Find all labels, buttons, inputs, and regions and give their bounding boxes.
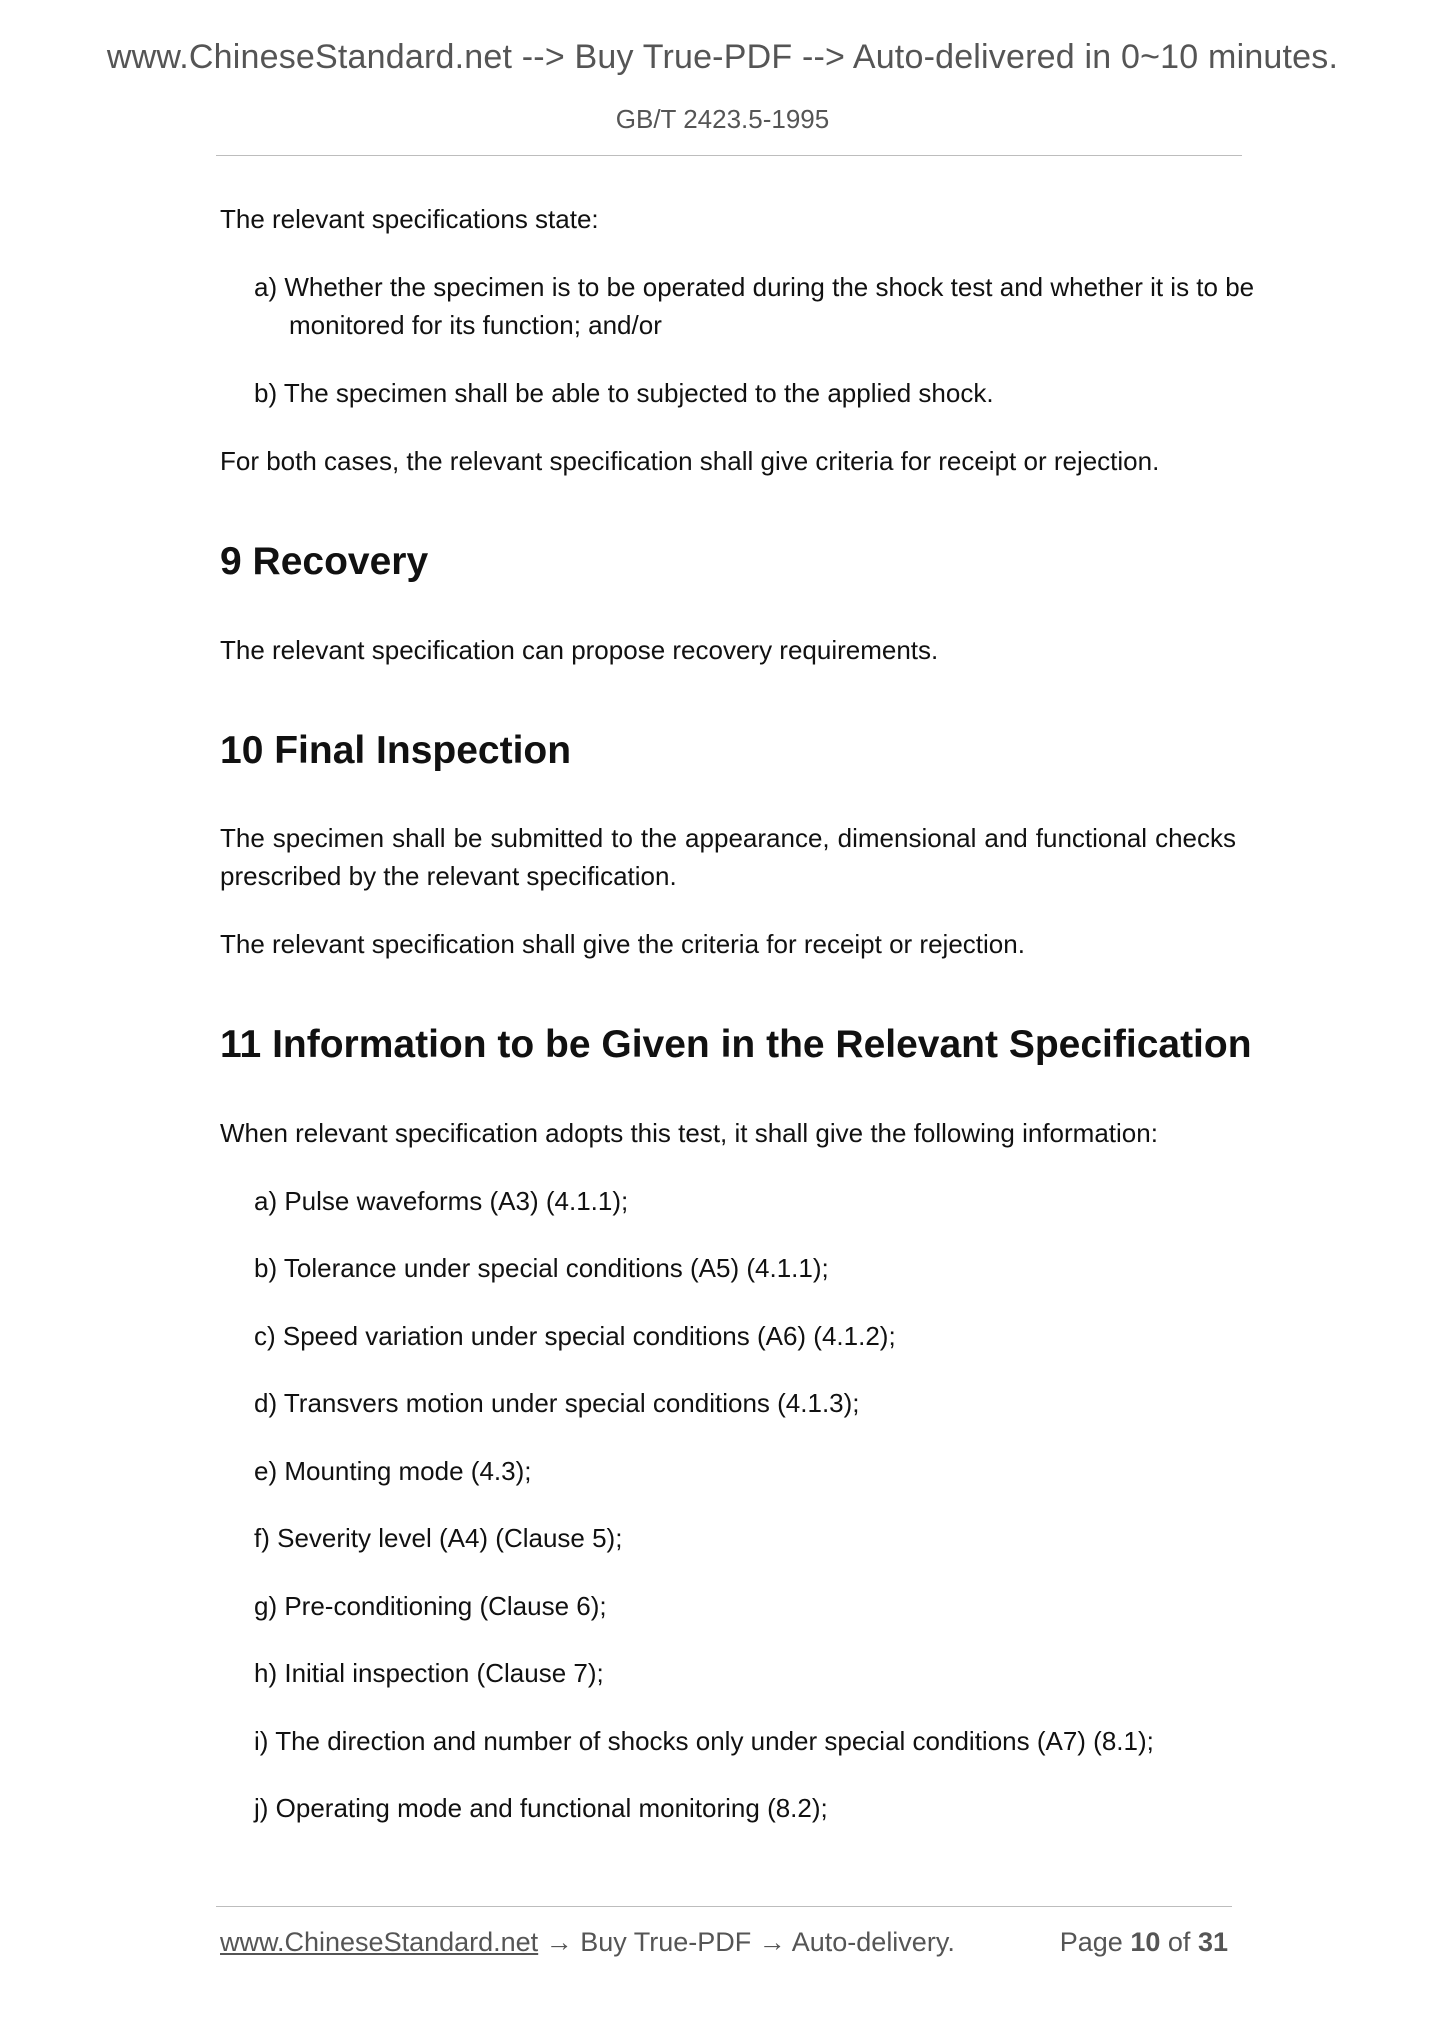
list-item: f) Severity level (A4) (Clause 5); bbox=[254, 1523, 623, 1553]
intro-paragraph: The relevant specifications state: bbox=[220, 204, 599, 234]
section-heading: 11 Information to be Given in the Relevant Specification bbox=[220, 1023, 1252, 1066]
section-heading: 9 Recovery bbox=[220, 540, 429, 583]
list-item: i) The direction and number of shocks only under special conditions (A7) (8.1); bbox=[254, 1726, 1154, 1756]
document-id: GB/T 2423.5-1995 bbox=[615, 104, 830, 134]
list-item: d) Transvers motion under special conditions (4.1.3); bbox=[254, 1388, 860, 1418]
header-divider bbox=[216, 155, 1242, 156]
list-item: a) Whether the specimen is to be operated during the shock test and whether it is to be monitored for its function; and/or bbox=[254, 272, 1255, 340]
list-item: c) Speed variation under special conditions (A6) (4.1.2); bbox=[254, 1321, 896, 1351]
site-banner: www.ChineseStandard.net --> Buy True-PDF --> Auto-delivered in 0~10 minutes. bbox=[106, 38, 1339, 76]
list-item: e) Mounting mode (4.3); bbox=[254, 1456, 532, 1486]
page-label: Page bbox=[1059, 1927, 1123, 1957]
of-label: of bbox=[1167, 1927, 1191, 1957]
section-heading: 10 Final Inspection bbox=[220, 729, 572, 772]
page-current: 10 bbox=[1130, 1927, 1161, 1957]
paragraph: The specimen shall be submitted to the appearance, dimensional and functional checks prescribed by the relevant specification. bbox=[220, 823, 1236, 891]
list-item: h) Initial inspection (Clause 7); bbox=[254, 1658, 604, 1688]
footer-divider bbox=[216, 1906, 1232, 1907]
list-item: b) Tolerance under special conditions (A5) (4.1.1); bbox=[254, 1253, 829, 1283]
list-item: a) Pulse waveforms (A3) (4.1.1); bbox=[254, 1186, 629, 1216]
list-item: b) The specimen shall be able to subjected to the applied shock. bbox=[254, 378, 994, 408]
list-item: g) Pre-conditioning (Clause 6); bbox=[254, 1591, 607, 1621]
page-footer bbox=[220, 1922, 1232, 1962]
paragraph: For both cases, the relevant specification shall give criteria for receipt or rejection. bbox=[220, 446, 1160, 476]
list-item: j) Operating mode and functional monitoring (8.2); bbox=[254, 1793, 828, 1823]
footer-promo bbox=[220, 1922, 955, 1962]
page-total: 31 bbox=[1197, 1927, 1228, 1957]
footer-promo-text: → Buy True-PDF → Auto-delivery. bbox=[538, 1927, 955, 1957]
paragraph: The relevant specification can propose recovery requirements. bbox=[220, 635, 939, 665]
paragraph: The relevant specification shall give the criteria for receipt or rejection. bbox=[220, 929, 1025, 959]
page-number bbox=[1060, 1922, 1228, 1962]
site-link[interactable]: www.ChineseStandard.net bbox=[220, 1927, 539, 1957]
paragraph: When relevant specification adopts this test, it shall give the following information: bbox=[220, 1118, 1158, 1148]
